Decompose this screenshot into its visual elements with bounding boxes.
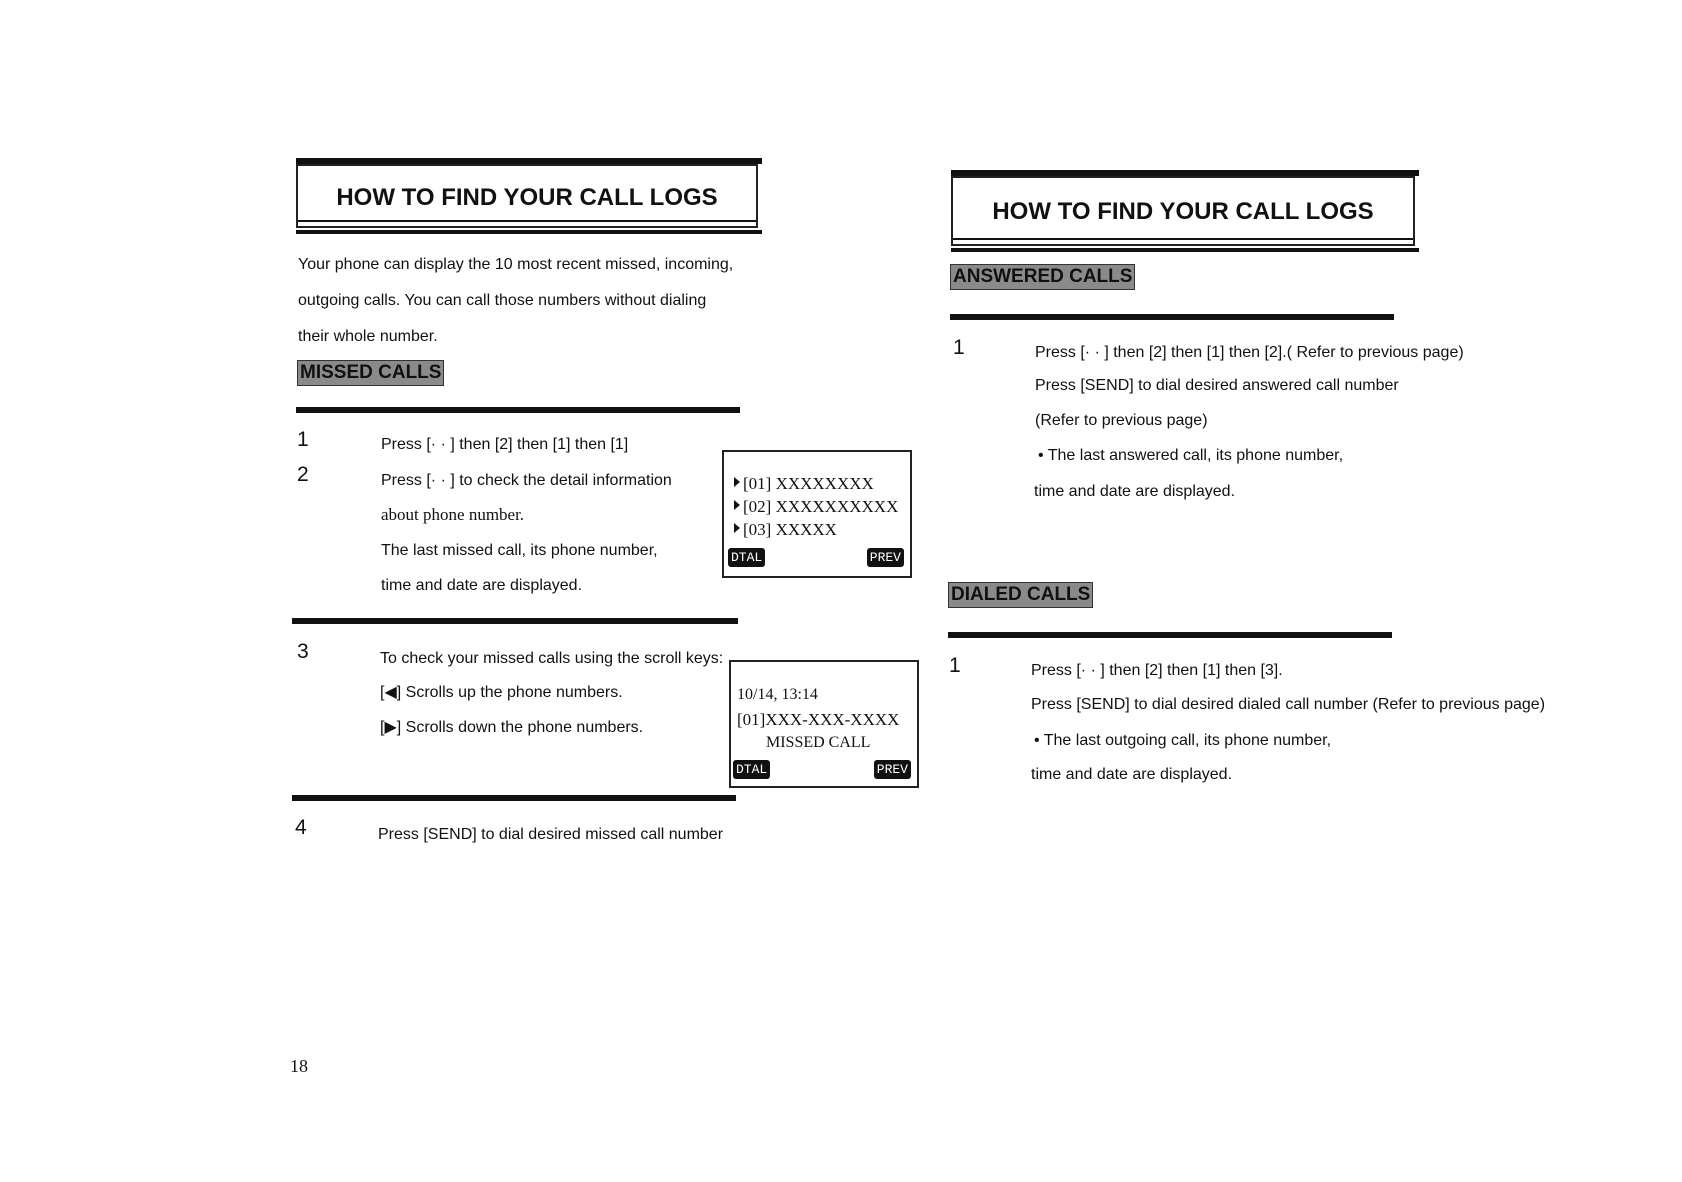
intro-line-1: Your phone can display the 10 most recent missed, incoming,	[298, 256, 734, 273]
answered-text: Press [· · ] then [2] then [1] then [2].( Refer to previous page)	[1035, 344, 1464, 361]
answered-calls-label: ANSWERED CALLS	[950, 264, 1135, 290]
detail-softkey: DTAL	[733, 760, 770, 779]
dialed-calls-label: DIALED CALLS	[948, 582, 1093, 608]
answered-text: time and date are displayed.	[1034, 483, 1236, 500]
section-rule	[948, 632, 1392, 638]
title-bottom-bar	[296, 230, 762, 234]
missed-calls-label: MISSED CALLS	[297, 360, 444, 386]
call-type: MISSED CALL	[766, 734, 871, 751]
step-number: 3	[297, 640, 309, 663]
section-rule	[950, 314, 1394, 320]
dialed-text: time and date are displayed.	[1031, 766, 1233, 783]
step3-text: [▶] Scrolls down the phone numbers.	[380, 719, 644, 736]
dialed-text: • The last outgoing call, its phone number,	[1034, 732, 1332, 749]
call-number: [01]XXX-XXX-XXXX	[737, 710, 900, 729]
title-top-bar	[296, 158, 762, 164]
call-list-entry: [01] XXXXXXXX	[734, 474, 874, 494]
step-number: 1	[297, 428, 309, 451]
step2-text: time and date are displayed.	[381, 577, 583, 594]
right-title-box	[951, 176, 1415, 246]
answered-text: Press [SEND] to dial desired answered call number	[1035, 377, 1399, 394]
step-number: 1	[953, 336, 965, 359]
section-rule	[292, 618, 738, 624]
prev-softkey: PREV	[874, 760, 911, 779]
step3-text: To check your missed calls using the scroll keys:	[380, 650, 724, 667]
title-bottom-bar	[951, 248, 1419, 252]
detail-softkey: DTAL	[728, 548, 765, 567]
phone-screen-call-list	[722, 450, 912, 578]
right-page-title: HOW TO FIND YOUR CALL LOGS	[992, 198, 1374, 225]
left-title-box	[296, 164, 758, 228]
dialed-text: Press [· · ] then [2] then [1] then [3].	[1031, 662, 1283, 679]
phone-screen-call-detail	[729, 660, 919, 788]
dialed-text: Press [SEND] to dial desired dialed call number (Refer to previous page)	[1031, 696, 1546, 713]
call-list-entry: [03] XXXXX	[734, 520, 837, 540]
step-number: 4	[295, 816, 307, 839]
arrow-right-icon	[734, 523, 740, 533]
step-number: 1	[949, 654, 961, 677]
page-number: 18	[290, 1056, 308, 1076]
step3-text: [◀] Scrolls up the phone numbers.	[380, 684, 623, 701]
step2-text: Press [· · ] to check the detail information	[381, 472, 672, 489]
step2-text: about phone number.	[381, 505, 525, 524]
left-page-title: HOW TO FIND YOUR CALL LOGS	[336, 184, 718, 211]
section-rule	[296, 407, 740, 413]
step4-text: Press [SEND] to dial desired missed call number	[378, 826, 724, 843]
prev-softkey: PREV	[867, 548, 904, 567]
call-datetime: 10/14, 13:14	[737, 686, 818, 703]
step2-text: The last missed call, its phone number,	[381, 542, 658, 559]
answered-text: (Refer to previous page)	[1035, 412, 1208, 429]
intro-line-3: their whole number.	[298, 328, 438, 345]
title-inner-rule	[953, 238, 1413, 240]
title-top-bar	[951, 170, 1419, 176]
step1-text: Press [· · ] then [2] then [1] then [1]	[381, 436, 629, 453]
answered-text: • The last answered call, its phone number,	[1038, 447, 1344, 464]
intro-line-2: outgoing calls. You can call those numbers without dialing	[298, 292, 707, 309]
title-inner-rule	[298, 220, 756, 222]
step-number: 2	[297, 463, 309, 486]
call-list-entry: [02] XXXXXXXXXX	[734, 497, 898, 517]
arrow-right-icon	[734, 500, 740, 510]
section-rule	[292, 795, 736, 801]
arrow-right-icon	[734, 477, 740, 487]
